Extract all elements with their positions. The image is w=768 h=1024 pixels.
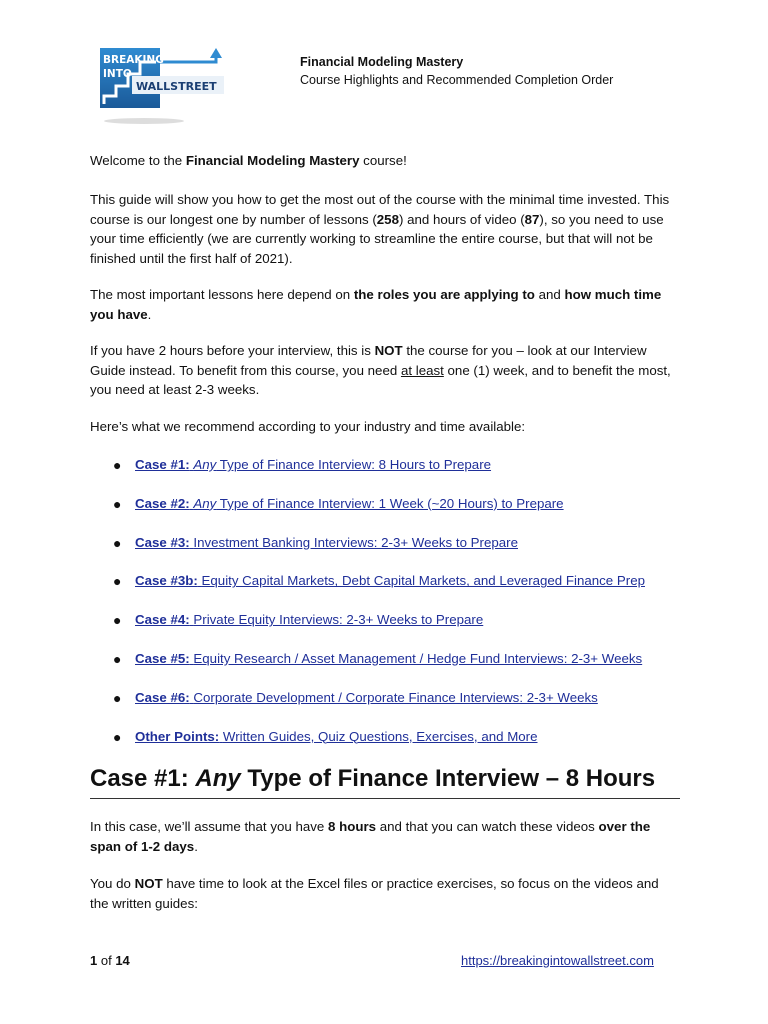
- list-item: [90, 455, 690, 494]
- case-4-link[interactable]: Case #4: Private Equity Interviews: 2-3+ Weeks to Prepare: [135, 612, 484, 628]
- bullet-icon: ●: [113, 689, 122, 706]
- case-2-link[interactable]: Case #2: Any Type of Finance Interview: 1 Week (~20 Hours) to Prepare: [135, 495, 564, 511]
- bullet-icon: ●: [113, 573, 122, 590]
- list-item: [90, 571, 690, 610]
- bullet-icon: ●: [113, 728, 122, 745]
- document-title: Financial Modeling Mastery: [300, 55, 464, 69]
- bullet-icon: ●: [113, 612, 122, 629]
- time-paragraph: If you have 2 hours before your interview, this is NOT the course for you – look at our Interview Guide instead. To benefit from this course, you need at least one (1) week, and to benefit the most, you need at least 2-3 weeks.: [90, 343, 671, 397]
- bullet-icon: ●: [113, 534, 122, 551]
- website-link[interactable]: https://breakingintowallstreet.com: [461, 953, 654, 968]
- case-3-link[interactable]: Case #3: Investment Banking Interviews: 2-3+ Weeks to Prepare: [135, 534, 518, 550]
- case-1-link[interactable]: Case #1: Any Type of Finance Interview: 8 Hours to Prepare: [135, 457, 492, 472]
- case-1-paragraph-1: In this case, we’ll assume that you have 8 hours and that you can watch these videos over the span of 1-2 days.: [90, 819, 651, 854]
- logo-word-wallstreet: WALLSTREET: [136, 80, 217, 93]
- case-1-paragraph-2: You do NOT have time to look at the Excel files or practice exercises, so focus on the videos and the written guides:: [90, 876, 659, 911]
- welcome-paragraph: Welcome to the Financial Modeling Mastery course!: [90, 153, 407, 168]
- list-item: [90, 494, 690, 533]
- document-subtitle: Course Highlights and Recommended Completion Order: [300, 73, 614, 87]
- list-item: [90, 533, 690, 572]
- section-heading-case-1: Case #1: Any Type of Finance Interview – 8 Hours: [90, 764, 680, 799]
- logo-word-breaking: BREAKING: [103, 54, 164, 66]
- intro-paragraph: This guide will show you how to get the most out of the course with the minimal time invested. This course is our longest one by number of lessons (258) and hours of video (87), so you need to use your time efficiently (we are currently working to streamline the entire course, but that will not be finished until the first half of 2021).: [90, 192, 670, 266]
- page-number: 1 of 14: [90, 953, 130, 968]
- case-5-link[interactable]: Case #5: Equity Research / Asset Management / Hedge Fund Interviews: 2-3+ Weeks: [135, 650, 643, 666]
- case-3b-link[interactable]: Case #3b: Equity Capital Markets, Debt Capital Markets, and Leveraged Finance Prep: [135, 573, 645, 589]
- breaking-into-wallstreet-logo: [96, 46, 230, 126]
- case-6-link[interactable]: Case #6: Corporate Development / Corporate Finance Interviews: 2-3+ Weeks: [135, 689, 598, 705]
- case-link-list: [90, 455, 690, 765]
- list-item: [90, 688, 690, 727]
- bullet-icon: ●: [113, 650, 122, 667]
- roles-paragraph: The most important lessons here depend on the roles you are applying to and how much time you have.: [90, 287, 662, 322]
- other-points-link[interactable]: Other Points: Written Guides, Quiz Questions, Exercises, and More: [135, 728, 538, 744]
- list-item: [90, 649, 690, 688]
- list-item: [90, 727, 690, 766]
- logo-word-into: INTO: [103, 68, 132, 80]
- recommend-paragraph: Here’s what we recommend according to your industry and time available:: [90, 419, 526, 434]
- bullet-icon: ●: [113, 495, 122, 512]
- list-item: [90, 610, 690, 649]
- bullet-icon: ●: [113, 457, 122, 473]
